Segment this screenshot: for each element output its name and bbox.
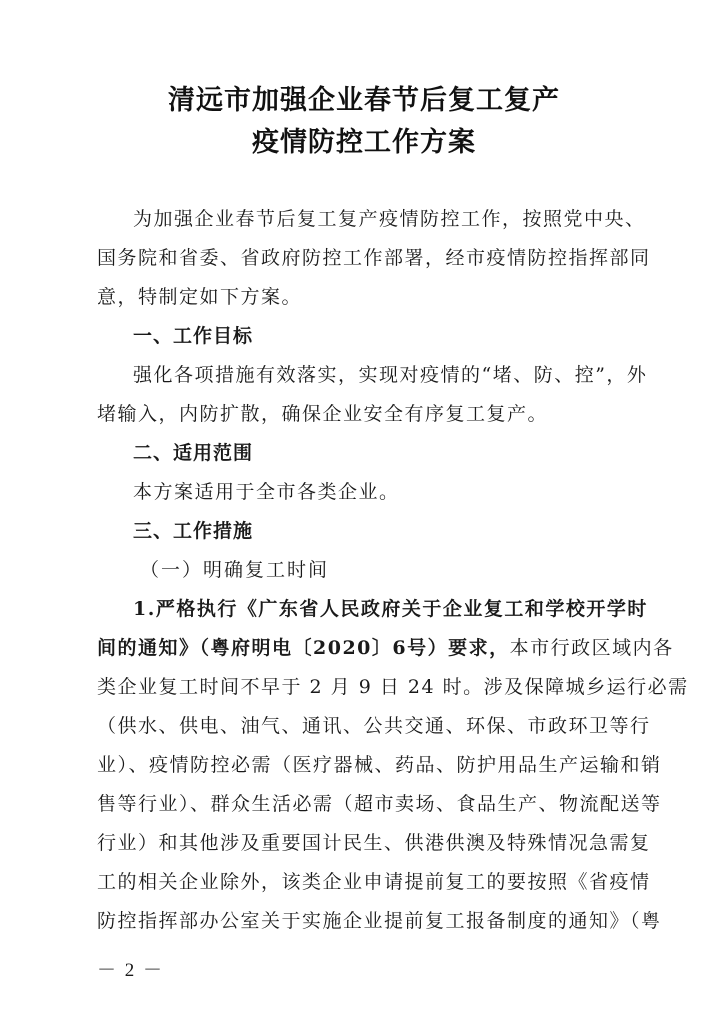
section-2-heading: 二、适用范围 xyxy=(133,442,254,464)
section-1-heading: 一、工作目标 xyxy=(133,325,254,347)
section-2-body: 本方案适用于全市各类企业。 xyxy=(133,481,400,503)
intro-line-2: 国务院和省委、省政府防控工作部署，经市疫情防控指挥部同 xyxy=(97,247,651,269)
item-1-line-1: 1.严格执行《广东省人民政府关于企业复工和学校开学时 xyxy=(133,598,648,620)
item-1-line-8: 工的相关企业除外，该类企业申请提前复工的要按照《省疫情 xyxy=(97,871,651,893)
item-1-line-5: 业）、疫情防控必需（医疗器械、药品、防护用品生产运输和销 xyxy=(97,754,662,776)
item-1-line-2-bold: 间的通知》（粤府明电〔2020〕6号）要求， xyxy=(97,637,510,659)
item-1-line-7: 行业）和其他涉及重要国计民生、供港供澳及特殊情况急需复 xyxy=(97,832,651,854)
item-1-line-2 xyxy=(97,635,674,661)
section-1-body-line-2: 堵输入，内防扩散，确保企业安全有序复工复产。 xyxy=(97,403,549,425)
intro-line-1: 为加强企业春节后复工复产疫情防控工作，按照党中央、 xyxy=(133,208,646,230)
item-1-line-6: 售等行业）、群众生活必需（超市卖场、食品生产、物流配送等 xyxy=(97,793,662,815)
section-3-heading: 三、工作措施 xyxy=(133,520,254,542)
section-1-body-line-1: 强化各项措施有效落实，实现对疫情的“堵、防、控”，外 xyxy=(133,364,648,386)
page-number: － 2 － xyxy=(97,960,165,981)
document-title-line-1: 清远市加强企业春节后复工复产 xyxy=(168,85,560,116)
item-1-line-2-rest: 本市行政区域内各 xyxy=(509,637,674,659)
section-3-subheading-1: （一）明确复工时间 xyxy=(140,559,330,581)
item-1-line-3: 类企业复工时间不早于 2 月 9 日 24 时。涉及保障城乡运行必需 xyxy=(97,676,689,698)
item-1-line-4: （供水、供电、油气、通讯、公共交通、环保、市政环卫等行 xyxy=(97,715,651,737)
intro-line-3: 意，特制定如下方案。 xyxy=(97,286,303,308)
document-title-line-2: 疫情防控工作方案 xyxy=(252,127,476,158)
item-1-line-9: 防控指挥部办公室关于实施企业提前复工报备制度的通知》（粤 xyxy=(97,910,662,932)
